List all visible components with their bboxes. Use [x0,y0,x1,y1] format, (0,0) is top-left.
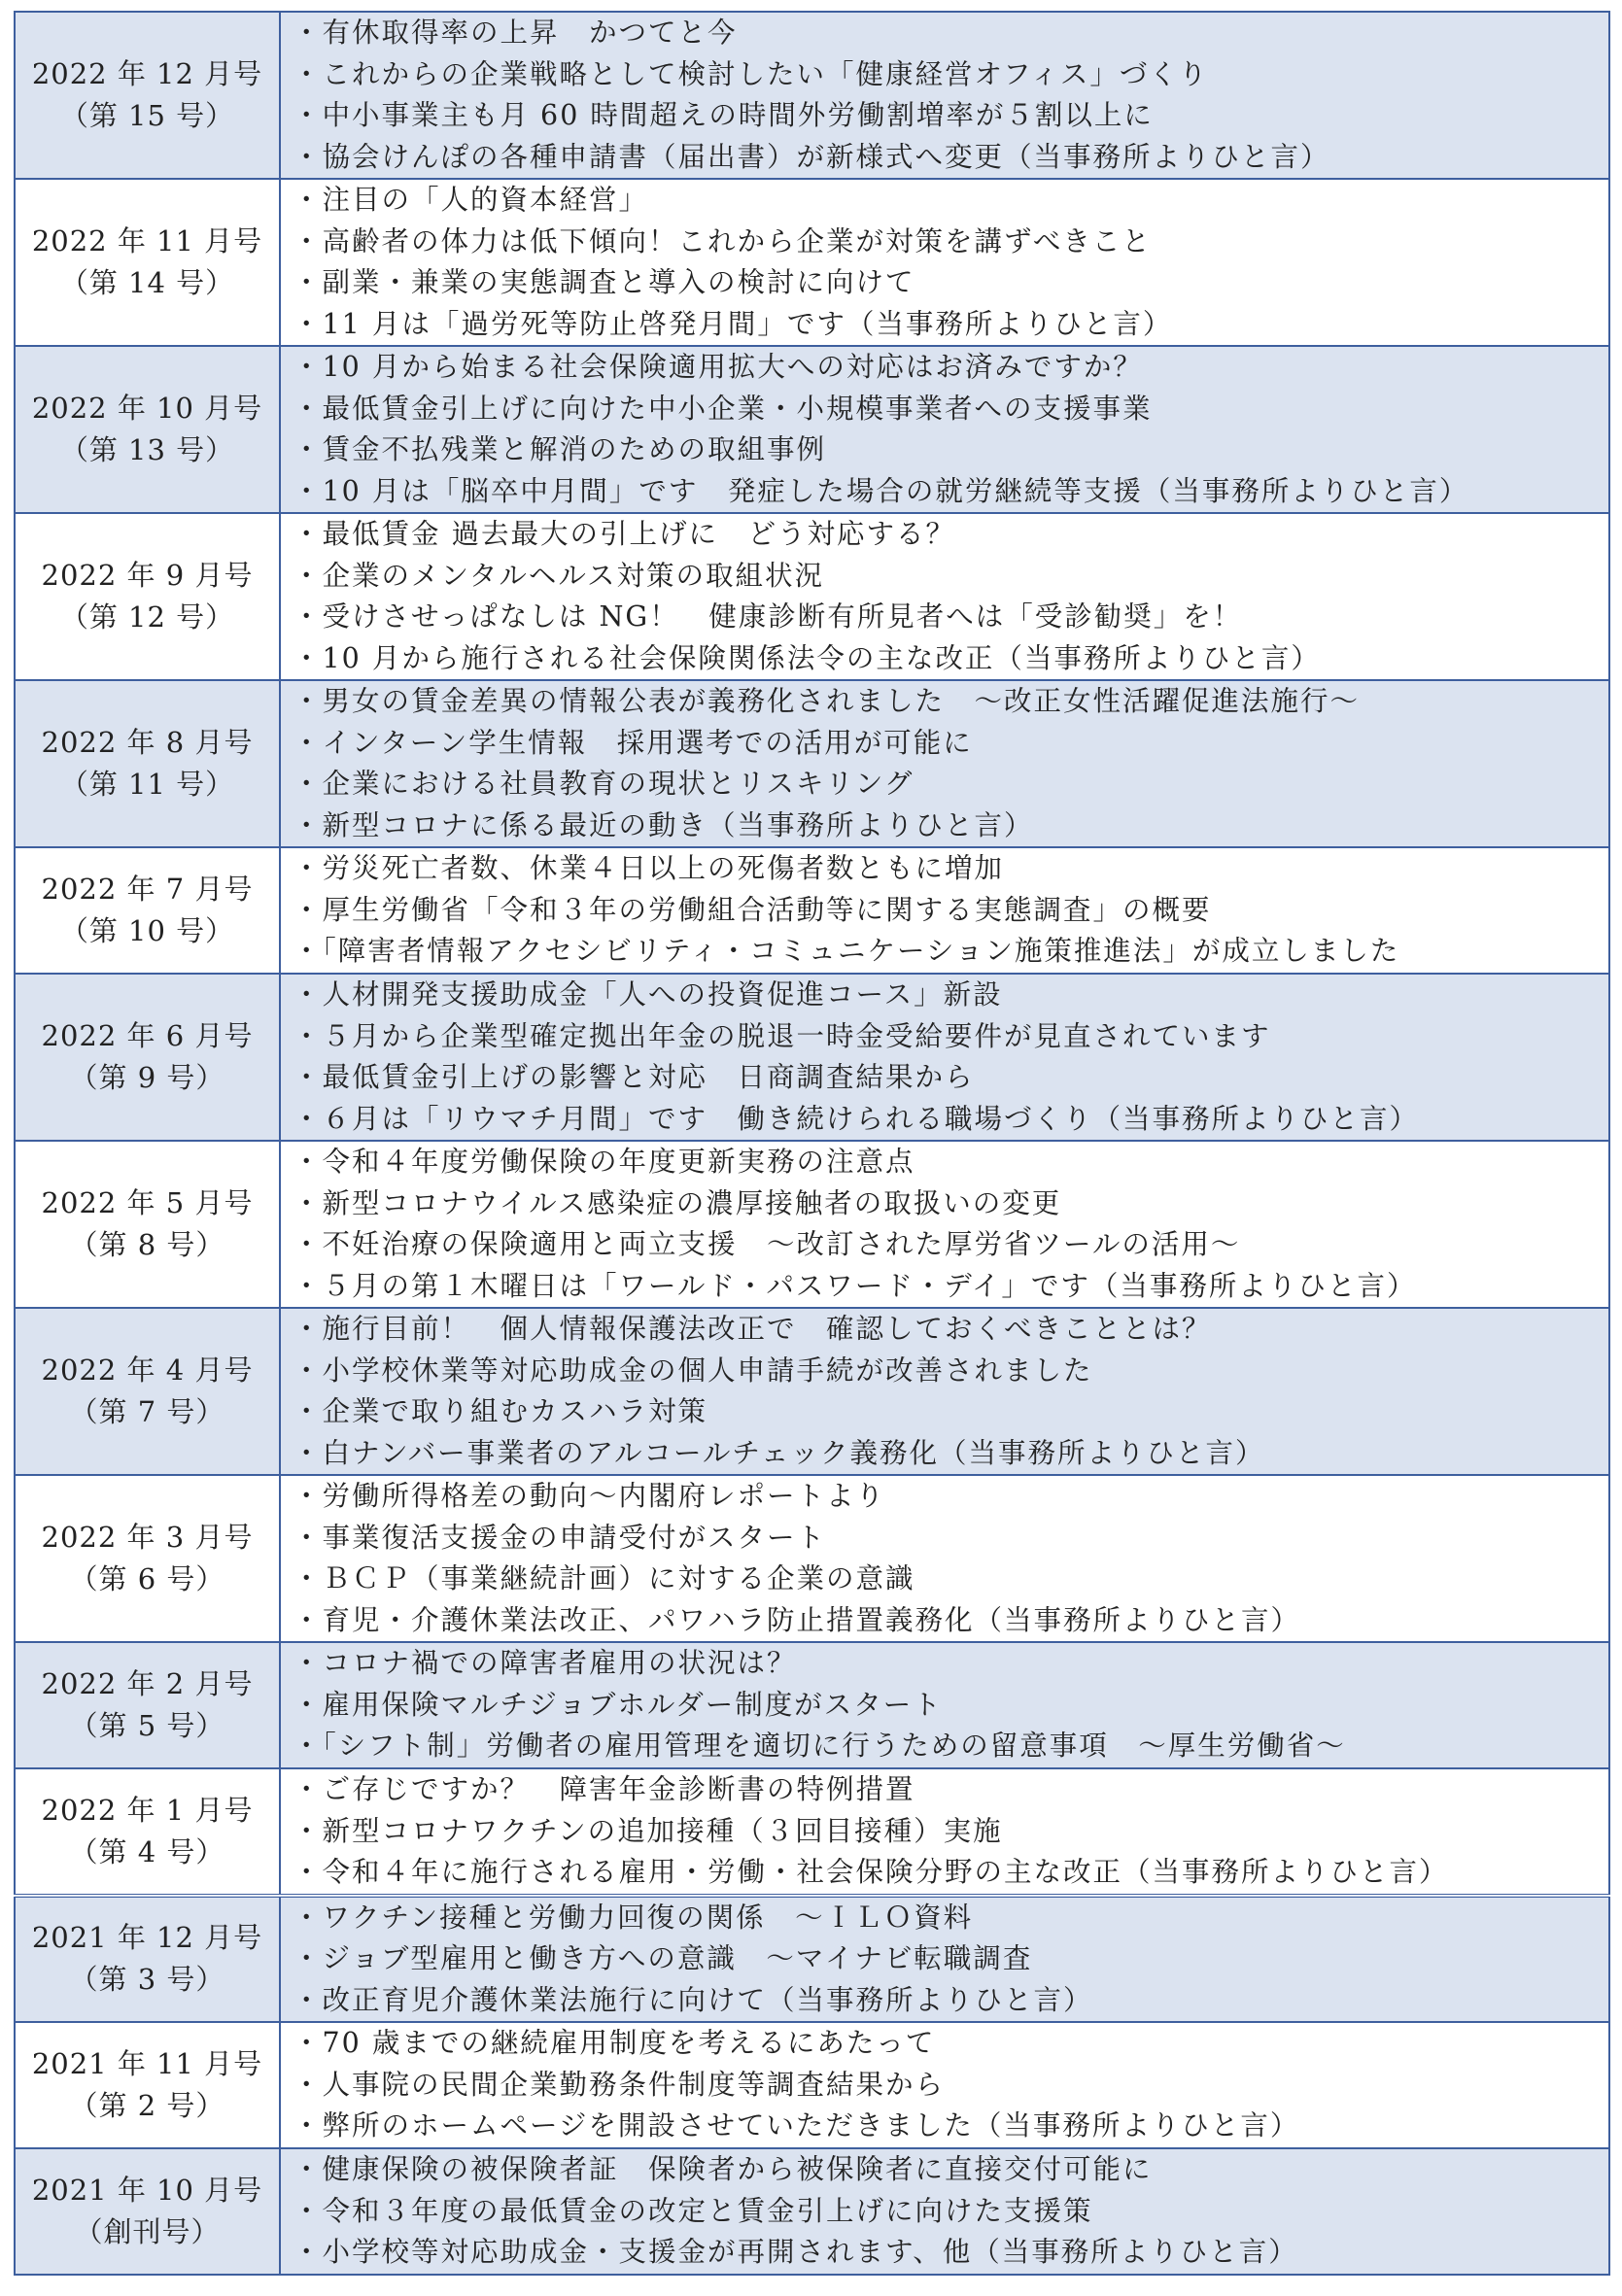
issue-row [15,513,1609,680]
issue-date: 2022 年 1 月号 [41,1793,254,1827]
topic-item: ・受けさせっぱなしは NG！ 健康診断有所見者へは「受診勧奨」を！ [293,600,1243,633]
issue-cell [15,2022,280,2148]
topics-cell [280,1308,1609,1475]
topic-item: ・労災死亡者数、休業４日以上の死傷者数ともに増加 [293,852,1005,885]
topics-cell [280,179,1609,346]
issue-cell [15,1475,280,1642]
issue-date: 2022 年 7 月号 [41,873,254,906]
issue-cell [15,346,280,513]
topic-item: ・５月から企業型確定拠出年金の脱退一時金受給要件が見直されています [293,1019,1271,1052]
issue-row [15,1141,1609,1308]
topic-item: ・施行目前！ 個人情報保護法改正で 確認しておくべきこととは？ [293,1313,1212,1345]
topic-item: ・10 月は「脳卒中月間」です 発症した場合の就労継続等支援（当事務所よりひと言） [293,474,1469,507]
issue-number: （第 12 号） [59,600,235,634]
topic-item: ・最低賃金引上げの影響と対応 日商調査結果から [293,1061,975,1093]
topic-item: ・人事院の民間企業勤務条件制度等調査結果から [293,2068,946,2101]
topic-item: ・令和４年に施行される雇用・労働・社会保険分野の主な改正（当事務所よりひと言） [293,1856,1449,1888]
topics-cell [280,346,1609,513]
issue-cell [15,179,280,346]
issue-number: （第 3 号） [69,1963,225,1997]
issue-cell [15,847,280,974]
topic-item: ・中小事業主も月 60 時間超えの時間外労働割増率が５割以上に [293,99,1154,131]
topic-item: ・11 月は「過労死等防止啓発月間」です（当事務所よりひと言） [293,307,1173,340]
issue-row [15,179,1609,346]
topic-item: ・有休取得率の上昇 かつてと今 [293,17,738,49]
issue-date: 2022 年 2 月号 [41,1667,254,1700]
issue-row [15,12,1609,179]
issue-cell [15,12,280,179]
topics-cell [280,513,1609,680]
issue-row [15,1308,1609,1475]
topic-item: ・改正育児介護休業法施行に向けて（当事務所よりひと言） [293,1983,1093,2016]
issue-row [15,847,1609,974]
topics-cell [280,2022,1609,2148]
issue-number: （第 8 号） [69,1228,225,1261]
topic-item: ・白ナンバー事業者のアルコールチェック義務化（当事務所よりひと言） [293,1436,1265,1469]
topic-item: ・ワクチン接種と労働力回復の関係 ～ＩＬＯ資料 [293,1901,974,1934]
topics-cell [280,1896,1609,2023]
topic-item: ・不妊治療の保険適用と両立支援 ～改訂された厚労省ツールの活用～ [293,1228,1241,1260]
issue-row [15,1475,1609,1642]
issue-number: （第 14 号） [59,266,235,299]
topic-item: ・人材開発支援助成金「人への投資促進コース」新設 [293,978,1003,1011]
issue-date: 2021 年 12 月号 [31,1921,263,1955]
topic-item: ・ＢＣＰ（事業継続計画）に対する企業の意識 [293,1562,915,1594]
topic-item: ・企業で取り組むカスハラ対策 [293,1395,708,1427]
topic-item: ・10 月から施行される社会保険関係法令の主な改正（当事務所よりひと言） [293,641,1321,674]
issue-date: 2022 年 9 月号 [41,559,254,592]
topic-item: ・労働所得格差の動向～内閣府レポートより [293,1480,886,1512]
issue-row [15,346,1609,513]
topic-item: ・事業復活支援金の申請受付がスタート [293,1521,827,1554]
topics-cell [280,1141,1609,1308]
topics-cell [280,847,1609,974]
issue-number: （第 13 号） [59,433,235,466]
issue-date: 2022 年 12 月号 [31,57,263,90]
topic-item: ・健康保険の被保険者証 保険者から被保険者に直接交付可能に [293,2153,1153,2186]
topic-item: ・企業における社員教育の現状とリスキリング [293,768,915,800]
topics-cell [280,974,1609,1141]
topic-item: ・男女の賃金差異の情報公表が義務化されました ～改正女性活躍促進法施行～ [293,685,1361,717]
topic-item: ・注目の「人的資本経営」 [293,184,649,216]
topic-item: ・小学校等対応助成金・支援金が再開されます、他（当事務所よりひと言） [293,2236,1298,2269]
topic-item: ・厚生労働省「令和３年の労働組合活動等に関する実態調査」の概要 [293,893,1212,926]
topic-item: ・最低賃金 過去最大の引上げに どう対応する？ [293,518,956,550]
issue-cell [15,513,280,680]
issue-number: （第 6 号） [69,1562,225,1595]
issue-cell [15,974,280,1141]
issue-number: （第 10 号） [59,914,235,947]
issue-row [15,1896,1609,2023]
issue-cell [15,1768,280,1896]
issue-cell [15,2148,280,2275]
topic-item: ・小学校休業等対応助成金の個人申請手続が改善されました [293,1354,1093,1387]
issue-number: （第 2 号） [69,2089,225,2122]
topics-cell [280,680,1609,847]
issue-cell [15,680,280,847]
topic-item: ・10 月から始まる社会保険適用拡大への対応はお済みですか？ [293,351,1143,383]
topic-item: ・ジョブ型雇用と働き方への意識 ～マイナビ転職調査 [293,1942,1033,1974]
topic-item: ・賃金不払残業と解消のための取組事例 [293,433,827,465]
topic-item: ・副業・兼業の実態調査と導入の検討に向けて [293,266,915,298]
issue-number: （第 5 号） [69,1709,225,1742]
topic-item: ・コロナ禍での障害者雇用の状況は？ [293,1647,797,1680]
issue-cell [15,1308,280,1475]
issue-number: （第 7 号） [69,1395,225,1428]
issue-row [15,2148,1609,2275]
issue-row [15,974,1609,1141]
topics-cell [280,1642,1609,1768]
topic-item: ・70 歳までの継続雇用制度を考えるにあたって [293,2027,936,2060]
issue-date: 2022 年 4 月号 [41,1354,254,1387]
topic-item: ・インターン学生情報 採用選考での活用が可能に [293,726,973,759]
issue-cell [15,1141,280,1308]
issue-date: 2022 年 10 月号 [31,392,263,425]
issue-row [15,1768,1609,1896]
topic-item: ・雇用保険マルチジョブホルダー制度がスタート [293,1688,943,1721]
topic-item: ・新型コロナに係る最近の動き（当事務所よりひと言） [293,808,1034,841]
issue-date: 2021 年 10 月号 [31,2174,263,2207]
topic-item: ・新型コロナワクチンの追加接種（３回目接種）実施 [293,1814,1003,1847]
issue-number: （第 9 号） [69,1061,225,1094]
issue-date: 2022 年 11 月号 [31,224,263,257]
issue-number: （第 11 号） [59,768,235,801]
topic-item: ・企業のメンタルヘルス対策の取組状況 [293,559,825,592]
topic-item: ・弊所のホームページを開設させていただきました（当事務所よりひと言） [293,2109,1300,2142]
topic-item: ・協会けんぽの各種申請書（届出書）が新様式へ変更（当事務所よりひと言） [293,140,1330,173]
issue-row [15,2022,1609,2148]
issue-date: 2022 年 8 月号 [41,726,254,759]
issue-row [15,1642,1609,1768]
topic-item: ・６月は「リウマチ月間」です 働き続けられる職場づくり（当事務所よりひと言） [293,1102,1420,1135]
topic-item: ・高齢者の体力は低下傾向！これから企業が対策を講ずべきこと [293,224,1152,257]
topic-item: ・５月の第１木曜日は「ワールド・パスワード・デイ」です（当事務所よりひと言） [293,1269,1417,1302]
topics-cell [280,2148,1609,2275]
topics-cell [280,12,1609,179]
issue-date: 2022 年 5 月号 [41,1186,254,1219]
topic-item: ・「障害者情報アクセシビリティ・コミュニケーション施策推進法」が成立しました [293,935,1400,968]
topic-item: ・最低賃金引上げに向けた中小企業・小規模事業者への支援事業 [293,392,1153,425]
issue-row [15,680,1609,847]
issue-date: 2022 年 3 月号 [41,1521,254,1554]
issue-date: 2021 年 11 月号 [31,2047,263,2080]
newsletter-index-table [14,11,1610,2276]
topic-item: ・「シフト制」労働者の雇用管理を適切に行うための留意事項 ～厚生労働省～ [293,1730,1346,1763]
topic-item: ・これからの企業戦略として検討したい「健康経営オフィス」づくり [293,57,1209,90]
topic-item: ・令和４年度労働保険の年度更新実務の注意点 [293,1146,915,1178]
topic-item: ・育児・介護休業法改正、パワハラ防止措置義務化（当事務所よりひと言） [293,1603,1301,1636]
topic-item: ・新型コロナウイルス感染症の濃厚接触者の取扱いの変更 [293,1186,1062,1219]
topic-item: ・ご存じですか？ 障害年金診断書の特例措置 [293,1773,915,1805]
issue-number: （創刊号） [74,2215,221,2248]
issue-date: 2022 年 6 月号 [41,1019,254,1052]
topics-cell [280,1768,1609,1896]
issue-cell [15,1642,280,1768]
topics-cell [280,1475,1609,1642]
topic-item: ・令和３年度の最低賃金の改定と賃金引上げに向けた支援策 [293,2194,1093,2227]
issue-number: （第 4 号） [69,1834,225,1868]
issue-number: （第 15 号） [59,99,235,132]
issue-cell [15,1896,280,2023]
